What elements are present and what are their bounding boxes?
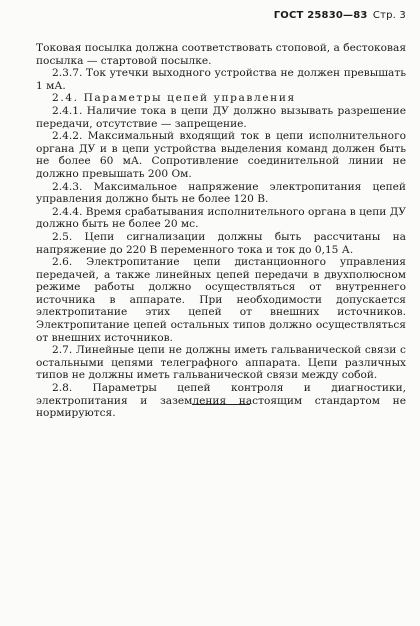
paragraph-2-6: 2.6. Электропитание цепи дистанционного управления передачей, а также линейных цепей передачи в двухполюсном режиме работы должно осуществляться от внутреннего источника в аппарате. При необходимости допускается электропитание этих цепей от внешних источников. Электропитание цепей остальных типов должно осуществляться от внешних источников. — [36, 256, 406, 344]
paragraph-2-7: 2.7. Линейные цепи не должны иметь гальванической связи с остальными цепями телеграфного аппарата. Цепи различных типов не должны иметь гальванической связи между собой. — [36, 344, 406, 382]
paragraph-2-4-2: 2.4.2. Максимальный входящий ток в цепи исполнительного органа ДУ и в цепи устройства выделения команд должен быть не более 60 мА. Сопротивление соединительной линии не должно превышать 200 Ом. — [36, 130, 406, 180]
paragraph-2-5: 2.5. Цепи сигнализации должны быть рассчитаны на напряжение до 220 В переменного тока и ток до 0,15 А. — [36, 230, 406, 256]
paragraph-continuation: Токовая посылка должна соответствовать стоповой, а бестоковая посылка — стартовой посылке. — [36, 42, 407, 67]
section-heading-2-4: 2.4. Параметры цепей управления — [52, 92, 296, 105]
page-number: Стр. 3 — [372, 10, 406, 21]
paragraph-2-8: 2.8. Параметры цепей контроля и диагностики, электропитания и заземления настоящим стандартом не нормируются. — [36, 382, 406, 420]
document-body — [36, 42, 406, 420]
document-number: ГОСТ 25830—83 — [273, 10, 368, 21]
paragraph-2-4-3: 2.4.3. Максимальное напряжение электропитания цепей управления должно быть не более 120 В. — [36, 180, 406, 206]
paragraph-2-4-1: 2.4.1. Наличие тока в цепи ДУ должно вызывать разрешение передачи, отсутствие — запрещение. — [36, 104, 406, 130]
paragraph-2-4-4: 2.4.4. Время срабатывания исполнительного органа в цепи ДУ должно быть не более 20 мс. — [36, 205, 406, 231]
paragraph-2-3-7: 2.3.7. Ток утечки выходного устройства не должен превышать 1 мА. — [36, 67, 406, 92]
page-header — [274, 10, 406, 21]
end-divider-line — [192, 404, 250, 405]
